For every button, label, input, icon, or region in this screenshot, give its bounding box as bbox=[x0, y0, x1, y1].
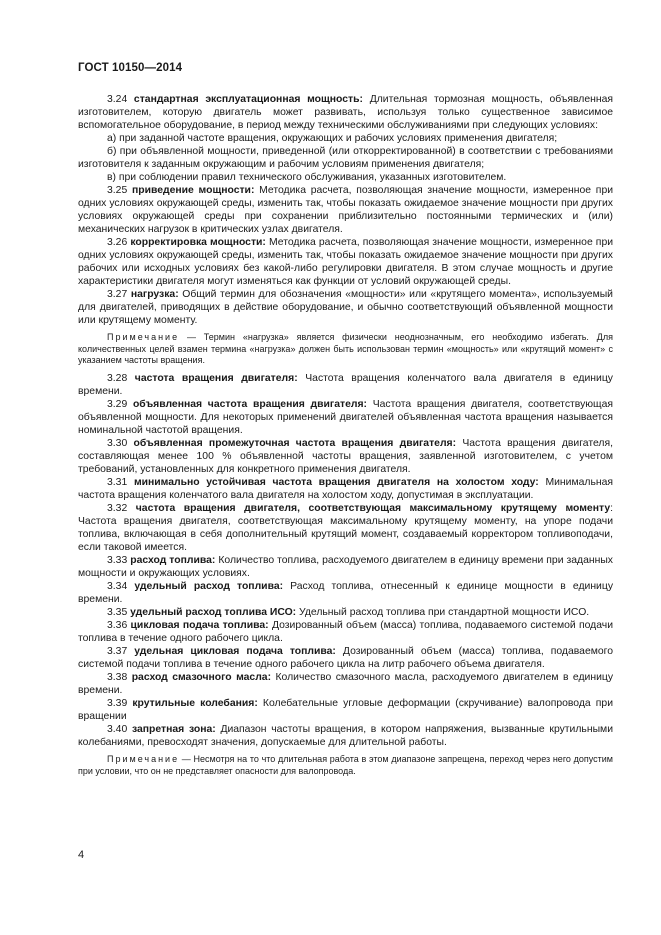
condition-a: а) при заданной частоте вращения, окружающих и рабочих условиях применения двигателя; bbox=[107, 133, 558, 144]
entry-3-37: 3.37 удельная цикловая подача топлива: Дозированный объем (масса) топлива, подаваемого системой подачи топлива в течение одного рабочего цикла на литр рабочего объема двигателя. bbox=[78, 646, 613, 671]
page-header: ГОСТ 10150—2014 bbox=[78, 62, 183, 74]
entry-3-38: 3.38 расход смазочного масла: Количество смазочного масла, расходуемого двигателем в единицу времени. bbox=[78, 672, 614, 697]
entry-3-33: 3.33 расход топлива: Количество топлива, расходуемого двигателем в единицу времени при заданных мощности и окружающих условиях. bbox=[78, 555, 613, 580]
note-load: Примечание — Термин «нагрузка» является физически неоднозначным, его необходимо избегать. Для количественных целей взамен термина «нагрузка» должен быть использован термин «мощность» или «крутящий момент» с указанием частоты вращения. bbox=[78, 332, 613, 366]
page-number: 4 bbox=[78, 849, 85, 861]
condition-b: б) при объявленной мощности, приведенной (или откорректированной) в соответствии с требованиями изготовителя к заданным окружающим и рабочим условиям применения двигателя; bbox=[78, 146, 613, 170]
entry-3-28: 3.28 частота вращения двигателя: Частота вращения коленчатого вала двигателя в единицу времени. bbox=[78, 373, 613, 398]
entry-3-30: 3.30 объявленная промежуточная частота вращения двигателя: Частота вращения двигателя, составляющая менее 100 % объявленной частоты вращения, заявленной изготовителем, с учетом требований, установленных для конкретного применения двигателя. bbox=[78, 438, 613, 476]
entry-3-39: 3.39 крутильные колебания: Колебательные угловые деформации (скручивание) валопровода при вращении bbox=[78, 698, 614, 723]
note-forbidden-zone: Примечание — Несмотря на то что длительная работа в этом диапазоне запрещена, переход через него допустим при условии, что он не представляет опасности для валопровода. bbox=[78, 754, 613, 776]
document-body bbox=[78, 93, 613, 778]
entry-3-32: 3.32 частота вращения двигателя, соответствующая максимальному крутящему моменту: Частота вращения двигателя, соответствующая максимальному крутящему моменту, на упоре подачи топлива, включающая в себя дополнительный крутящий момент, создаваемый корректором топливоподачи, если таковой имеется. bbox=[78, 503, 613, 554]
entry-3-24: 3.24 стандартная эксплуатационная мощность: Длительная тормозная мощность, объявленная изготовителем, которую двигатель может развивать, используя только существенное зависимое вспомогательное оборудование, в период между техническими обслуживаниями при следующих условиях: bbox=[78, 94, 613, 131]
entry-3-26: 3.26 корректировка мощности: Методика расчета, позволяющая значение мощности, измеренное при одних условиях окружающей среды, изменить так, чтобы показать ожидаемое значение мощности при других рабочих или исходных условиях без какой-либо регулировки двигателя. В этом случае мощность и другие характеристики двигателя могут изменяться как функции от условий окружающей среды. bbox=[78, 237, 614, 287]
entry-3-35: 3.35 удельный расход топлива ИСО: Удельный расход топлива при стандартной мощности ИСО. bbox=[107, 607, 590, 619]
condition-c: в) при соблюдении правил технического обслуживания, указанных изготовителем. bbox=[107, 172, 507, 183]
entry-3-40: 3.40 запретная зона: Диапазон частоты вращения, в котором напряжения, вызванные крутильными колебаниями, превосходят значения, допускаемые для длительной работы. bbox=[78, 724, 613, 749]
entry-3-34: 3.34 удельный расход топлива: Расход топлива, отнесенный к единице мощности в единицу времени. bbox=[78, 581, 614, 606]
entry-3-36: 3.36 цикловая подача топлива: Дозированный объем (масса) топлива, подаваемого системой подачи топлива в течение одного рабочего цикла. bbox=[78, 620, 614, 645]
entry-3-25: 3.25 приведение мощности: Методика расчета, позволяющая значение мощности, измеренное при одних условиях окружающей среды, изменить так, чтобы показать ожидаемое значение мощности при других условиях окружающей среды при сохранении приблизительно постоянными термических и (или) механических нагрузок в критических узлах двигателя. bbox=[78, 185, 614, 235]
entry-3-27: 3.27 нагрузка: Общий термин для обозначения «мощности» или «крутящего момента», используемый для двигателей, приводящих в действие оборудование, и обычно соответствующий объявленной мощности или крутящему моменту. bbox=[78, 289, 613, 326]
entry-3-29: 3.29 объявленная частота вращения двигателя: Частота вращения двигателя, соответствующая объявленной мощности. Для некоторых применений двигателей объявленная частота вращения называется номинальной частотой вращения. bbox=[78, 399, 614, 437]
entry-3-31: 3.31 минимально устойчивая частота вращения двигателя на холостом ходу: Минимальная частота вращения коленчатого вала двигателя на холостом ходу, допустимая в эксплуатации. bbox=[78, 477, 614, 502]
